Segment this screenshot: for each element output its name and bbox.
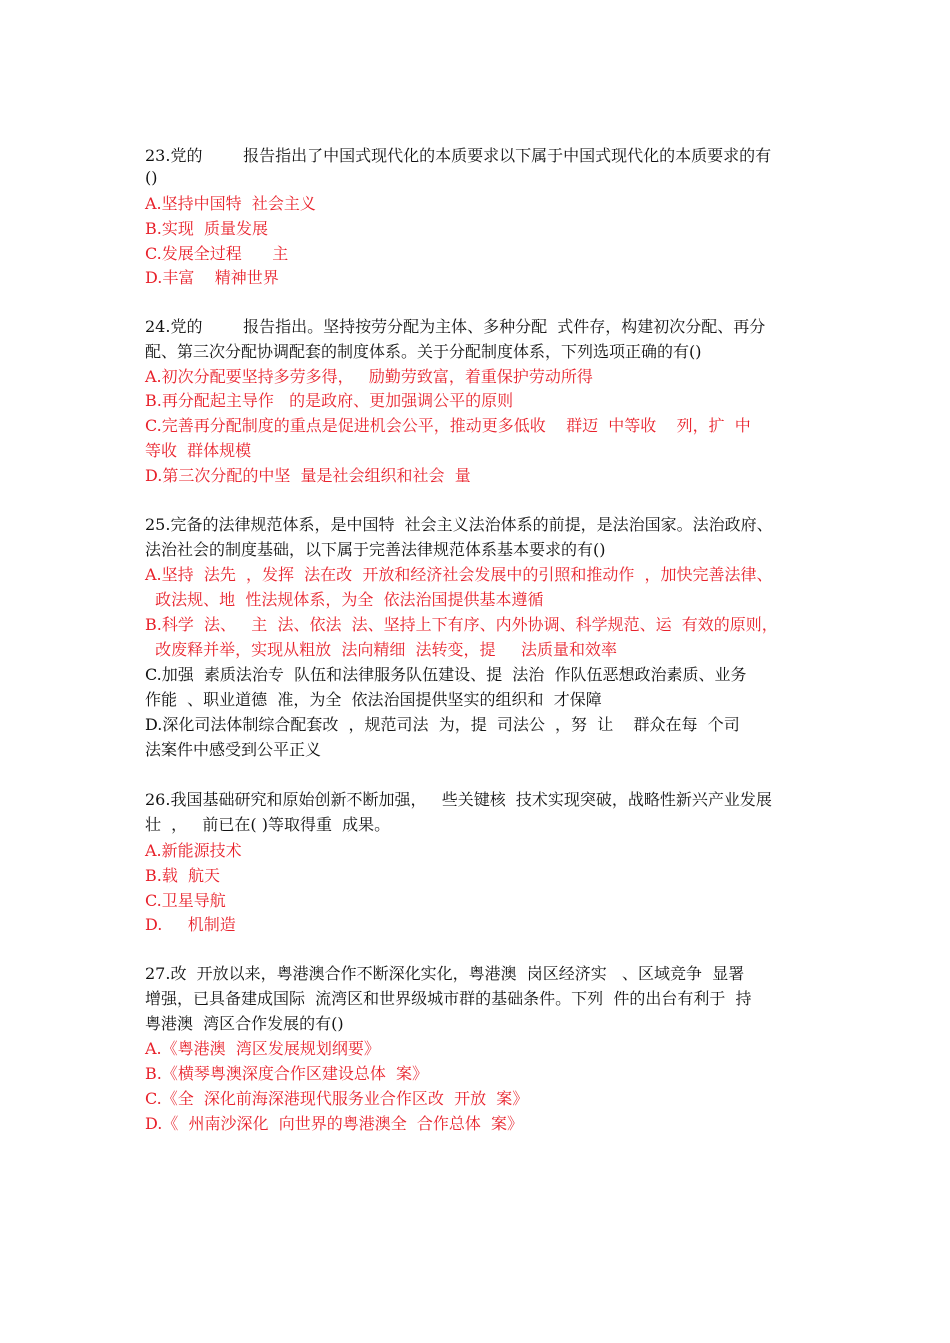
option-c: C.完善再分配制度的重点是促进机会公平，推动更多低收 群迈 中等收 列，扩 中 xyxy=(145,416,751,435)
option-c-continued: 作能 、职业道德 准，为全 依法治国提供坚实的组织和 才保障 xyxy=(145,690,602,709)
option-d-continued: 法案件中感受到公平正义 xyxy=(145,740,322,759)
option-a: A.坚持中国特 社会主义 xyxy=(145,194,316,213)
option-a: A.坚持 法先 ，发挥 法在改 开放和经济社会发展中的引照和推动作 ，加快完善法律、 xyxy=(145,565,773,584)
question-stem-line: 25.完备的法律规范体系，是中国特 社会主义法治体系的前提，是法治国家。法治政府、 xyxy=(145,515,773,534)
question-stem-line: 23.党的 报告指出了中国式现代化的本质要求以下属于中国式现代化的本质要求的有 xyxy=(145,146,772,165)
question-stem-line: 27.改 开放以来，粤港澳合作不断深化实化，粤港澳 岗区经济实 、区域竞争 显署 xyxy=(145,964,745,983)
option-a: A.新能源技术 xyxy=(145,841,242,860)
question-stem-line: 24.党的 报告指出。坚持按劳分配为主体、多种分配 式件存，构建初次分配、再分 xyxy=(145,317,766,336)
option-b: B.载 航天 xyxy=(145,866,221,885)
question-stem-line: () xyxy=(145,168,158,187)
option-d: D.深化司法体制综合配套改 ，规范司法 为，提 司法公 ，努 让 群众在每 个司 xyxy=(145,715,740,734)
option-a-continued: 政法规、地 性法规体系，为全 依法治国提供基本遵循 xyxy=(145,590,544,609)
option-c: C.卫星导航 xyxy=(145,891,226,910)
option-b: B.实现 质量发展 xyxy=(145,219,269,238)
option-c: C.《全 深化前海深港现代服务业合作区改 开放 案》 xyxy=(145,1089,529,1108)
option-a: A.《粤港澳 湾区发展规划纲要》 xyxy=(145,1039,380,1058)
option-d: D.《 州南沙深化 向世界的粤港澳全 合作总体 案》 xyxy=(145,1114,524,1133)
question-stem-line: 配、第三次分配协调配套的制度体系。关于分配制度体系，下列选项正确的有() xyxy=(145,342,702,361)
option-b-continued: 改废释并举，实现从粗放 法向精细 法转变，提 法质量和效率 xyxy=(145,640,617,659)
option-b: B.再分配起主导作 的是政府、更加强调公平的原则 xyxy=(145,391,514,410)
question-stem-line: 26.我国基础研究和原始创新不断加强， 些关键核 技术实现突破，战略性新兴产业发展 xyxy=(145,790,772,809)
option-d: D. 机制造 xyxy=(145,915,236,934)
option-b: B.科学 法、 主 法、依法 法、坚持上下有序、内外协调、科学规范、运 有效的原则， xyxy=(145,615,778,634)
option-c: C.发展全过程 主 xyxy=(145,244,289,263)
question-stem-line: 壮 ， 前已在( )等取得重 成果。 xyxy=(145,815,391,834)
question-stem-line: 粤港澳 湾区合作发展的有() xyxy=(145,1014,344,1033)
option-d: D.丰富 精神世界 xyxy=(145,268,279,287)
option-a: A.初次分配要坚持多劳多得， 励勤劳致富，着重保护劳动所得 xyxy=(145,367,593,386)
option-d: D.第三次分配的中坚 量是社会组织和社会 量 xyxy=(145,466,471,485)
question-stem-line: 法治社会的制度基础，以下属于完善法律规范体系基本要求的有() xyxy=(145,540,606,559)
option-c-continued: 等收 群体规模 xyxy=(145,441,252,460)
option-c: C.加强 素质法治专 队伍和法律服务队伍建设、提 法治 作队伍恶想政治素质、业务 xyxy=(145,665,747,684)
question-stem-line: 增强，已具备建成国际 流湾区和世界级城市群的基础条件。下列 件的出台有利于 持 xyxy=(145,989,752,1008)
option-b: B.《横琴粤澳深度合作区建设总体 案》 xyxy=(145,1064,429,1083)
